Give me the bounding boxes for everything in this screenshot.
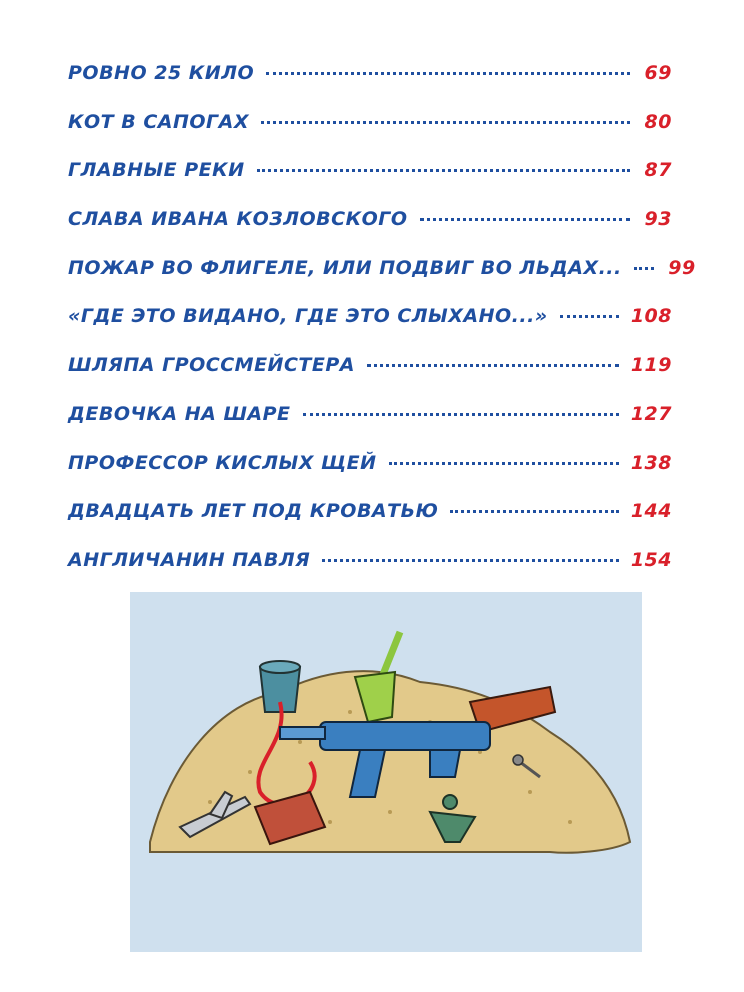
toc-entry[interactable] [68, 549, 672, 598]
dot-leader [266, 72, 630, 75]
dot-leader [560, 315, 619, 318]
toc-entry-title: ШЛЯПА ГРОССМЕЙСТЕРА [68, 354, 355, 377]
toc-entry[interactable] [68, 111, 672, 160]
toc-entry-page: 127 [630, 402, 672, 425]
toc-entry-title: ДЕВОЧКА НА ШАРЕ [68, 402, 291, 425]
dot-leader [389, 462, 619, 465]
toc-entry[interactable] [68, 354, 672, 403]
table-of-contents [68, 62, 696, 598]
toc-entry-page: 87 [644, 159, 672, 182]
toc-entry-page: 138 [630, 451, 672, 474]
toc-entry-page: 69 [644, 62, 672, 84]
dot-leader [450, 510, 618, 513]
toc-entry-title: ПРОФЕССОР КИСЛЫХ ЩЕЙ [68, 451, 377, 474]
toc-entry-title: РОВНО 25 КИЛО [68, 62, 255, 84]
toc-entry-title: ГЛАВНЫЕ РЕКИ [68, 159, 245, 182]
toc-entry-title: СЛАВА ИВАНА КОЗЛОВСКОГО [68, 208, 408, 231]
toc-entry[interactable] [68, 500, 672, 549]
toc-entry-title: КОТ В САПОГАХ [68, 110, 250, 133]
toc-entry[interactable] [68, 159, 672, 208]
toc-entry-page: 80 [644, 110, 672, 133]
toc-entry-page: 93 [644, 208, 672, 231]
toc-entry[interactable] [68, 305, 672, 354]
sandbox-toys-illustration [130, 592, 642, 972]
toc-entry-title: АНГЛИЧАНИН ПАВЛЯ [68, 548, 311, 571]
dot-leader [257, 169, 630, 172]
dot-leader [261, 121, 630, 124]
dot-leader [303, 413, 619, 416]
sandbox-toys-drawing [130, 592, 642, 972]
toc-entry[interactable] [68, 256, 696, 306]
toc-entry-page: 119 [630, 354, 672, 377]
dot-leader [322, 559, 619, 562]
toc-entry-page: 108 [630, 305, 672, 328]
toc-entry[interactable] [68, 208, 672, 257]
toc-entry[interactable] [68, 452, 672, 501]
toc-entry-title: ПОЖАР ВО ФЛИГЕЛЕ, ИЛИ ПОДВИГ ВО ЛЬДАХ... [68, 256, 622, 279]
toc-entry-page: 144 [630, 500, 672, 523]
toc-entry[interactable] [68, 403, 672, 452]
toc-entry-page: 99 [668, 256, 696, 279]
toc-entry-page: 154 [630, 548, 672, 571]
dot-leader [367, 364, 619, 367]
toc-entry-title: ДВАДЦАТЬ ЛЕТ ПОД КРОВАТЬЮ [68, 500, 439, 523]
toc-entry[interactable] [68, 62, 672, 111]
dot-leader [420, 218, 630, 221]
dot-leader [634, 267, 654, 270]
page-margin [130, 952, 642, 972]
toc-entry-title: «ГДЕ ЭТО ВИДАНО, ГДЕ ЭТО СЛЫХАНО...» [68, 305, 548, 328]
